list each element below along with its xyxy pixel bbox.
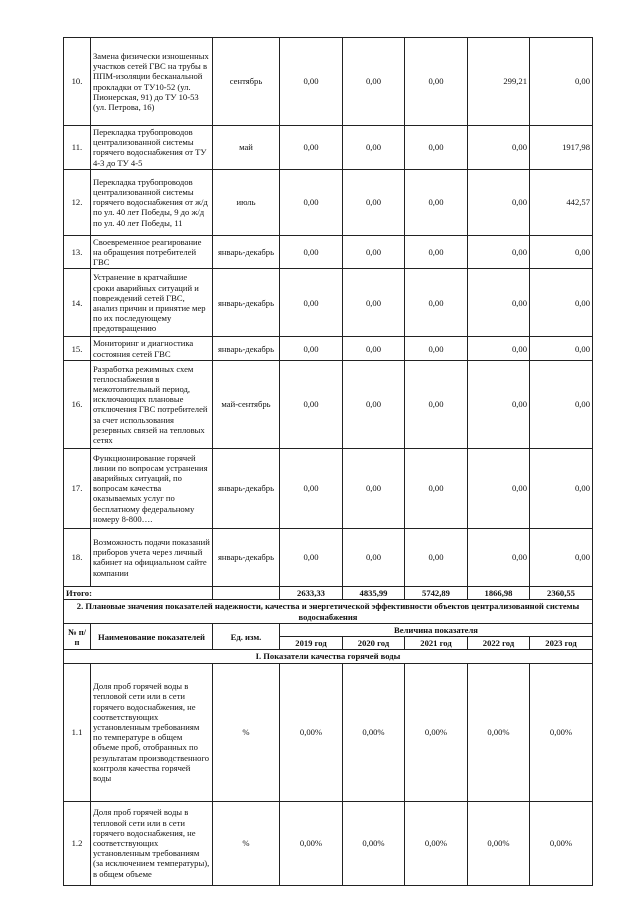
measure-value: 0,00 (280, 269, 343, 337)
measure-value: 0,00 (280, 448, 343, 528)
total-label: Итого: (64, 586, 213, 599)
measure-value: 0,00 (343, 169, 405, 235)
row-number: 17. (64, 448, 91, 528)
measure-value: 0,00 (405, 269, 468, 337)
row-number: 1.1 (64, 663, 91, 801)
measure-value: 0,00 (280, 169, 343, 235)
row-number: 10. (64, 38, 91, 126)
measure-row (64, 38, 593, 126)
indicator-value: 0,00% (280, 663, 343, 801)
measure-name: Возможность подачи показаний приборов учета через личный кабинет на официальном сайте компании (91, 528, 213, 586)
row-number: 11. (64, 126, 91, 170)
measure-value: 0,00 (343, 528, 405, 586)
measure-value: 0,00 (280, 235, 343, 269)
row-number: 14. (64, 269, 91, 337)
total-empty-cell (213, 586, 280, 599)
subsection-row (64, 650, 593, 663)
measure-row (64, 126, 593, 170)
measure-row (64, 528, 593, 586)
header-year: 2019 год (280, 637, 343, 650)
measure-name: Своевременное реагирование на обращения потребителей ГВС (91, 235, 213, 269)
measure-period: май-сентябрь (213, 360, 280, 448)
measure-value: 0,00 (343, 337, 405, 360)
measure-value: 0,00 (343, 126, 405, 170)
measure-value: 0,00 (530, 38, 593, 126)
measure-value: 0,00 (530, 360, 593, 448)
row-number: 15. (64, 337, 91, 360)
measure-value: 0,00 (280, 38, 343, 126)
indicator-name: Доля проб горячей воды в тепловой сети или в сети горячего водоснабжения, не соответствующих установленным требованиям (за исключением температуры), в общем объеме (91, 801, 213, 885)
indicator-value: 0,00% (468, 801, 530, 885)
measure-value: 0,00 (405, 169, 468, 235)
header-unit: Ед. изм. (213, 624, 280, 650)
measure-name: Перекладка трубопроводов централизованной системы горячего водоснабжения от ж/д по ул. 40 лет Победы, 9 до ж/д по ул. 40 лет Победы, 11 (91, 169, 213, 235)
measure-name: Функционирование горячей линии по вопросам устранения аварийных ситуаций, по вопросам качества оказываемых услуг по бесплатному федеральному номеру 8-800…. (91, 448, 213, 528)
indicator-row (64, 663, 593, 801)
measure-value: 0,00 (530, 269, 593, 337)
measure-value: 0,00 (468, 269, 530, 337)
measure-name: Перекладка трубопроводов централизованной системы горячего водоснабжения от ТУ 4-3 до ТУ 4-5 (91, 126, 213, 170)
measure-value: 0,00 (405, 235, 468, 269)
measure-name: Мониторинг и диагностика состояния сетей ГВС (91, 337, 213, 360)
measure-value: 0,00 (405, 126, 468, 170)
measure-value: 0,00 (468, 169, 530, 235)
measure-value: 0,00 (280, 360, 343, 448)
total-row (64, 586, 593, 599)
indicator-value: 0,00% (530, 663, 593, 801)
measure-value: 0,00 (343, 235, 405, 269)
indicators-body (64, 586, 593, 885)
measure-row (64, 448, 593, 528)
measure-value: 0,00 (405, 38, 468, 126)
measure-value: 0,00 (530, 337, 593, 360)
row-number: 13. (64, 235, 91, 269)
measure-row (64, 169, 593, 235)
total-value: 5742,89 (405, 586, 468, 599)
indicator-unit: % (213, 663, 280, 801)
row-number: 16. (64, 360, 91, 448)
section2-title: 2. Плановые значения показателей надежности, качества и энергетической эффективности объектов централизованной системы водоснабжения (64, 600, 593, 624)
measure-period: январь-декабрь (213, 448, 280, 528)
indicator-value: 0,00% (343, 663, 405, 801)
measure-value: 0,00 (530, 235, 593, 269)
measure-name: Замена физически изношенных участков сетей ГВС на трубы в ППМ-изоляции бесканальной прокладки от ТУ10-52 (ул. Пионерская, 91) до ТУ 10-53 (ул. Петрова, 16) (91, 38, 213, 126)
measure-name: Разработка режимных схем теплоснабжения в межотопительный период, исключающих плановые отключения ГВС потребителей за счет использования резервных связей на тепловых сетях (91, 360, 213, 448)
measure-value: 0,00 (468, 528, 530, 586)
indicator-value: 0,00% (405, 801, 468, 885)
measures-body (64, 38, 593, 587)
measure-value: 299,21 (468, 38, 530, 126)
total-value: 1866,98 (468, 586, 530, 599)
measure-value: 0,00 (280, 528, 343, 586)
measure-row (64, 269, 593, 337)
header-name: Наименование показателей (91, 624, 213, 650)
total-value: 2360,55 (530, 586, 593, 599)
measure-value: 0,00 (530, 448, 593, 528)
measure-row (64, 235, 593, 269)
indicator-value: 0,00% (468, 663, 530, 801)
measure-value: 0,00 (343, 448, 405, 528)
measure-period: январь-декабрь (213, 235, 280, 269)
row-number: 12. (64, 169, 91, 235)
measure-period: январь-декабрь (213, 337, 280, 360)
measure-period: сентябрь (213, 38, 280, 126)
investment-table (63, 37, 593, 886)
measure-period: июль (213, 169, 280, 235)
indicator-name: Доля проб горячей воды в тепловой сети или в сети горячего водоснабжения, не соответствующих установленным требованиям по температуре в общем объеме проб, отобранных по результатам производственного контроля качества горячей воды (91, 663, 213, 801)
measure-value: 0,00 (343, 360, 405, 448)
measure-value: 0,00 (468, 126, 530, 170)
indicator-unit: % (213, 801, 280, 885)
indicator-value: 0,00% (405, 663, 468, 801)
header-num: № п/п (64, 624, 91, 650)
measure-value: 0,00 (468, 337, 530, 360)
row-number: 1.2 (64, 801, 91, 885)
header-year: 2020 год (343, 637, 405, 650)
header-group: Величина показателя (280, 624, 593, 637)
measure-value: 0,00 (468, 360, 530, 448)
measure-value: 0,00 (468, 235, 530, 269)
measure-row (64, 337, 593, 360)
row-number: 18. (64, 528, 91, 586)
indicator-value: 0,00% (343, 801, 405, 885)
measure-value: 0,00 (468, 448, 530, 528)
measure-value: 0,00 (530, 528, 593, 586)
measure-value: 0,00 (405, 528, 468, 586)
measure-value: 1917,98 (530, 126, 593, 170)
measure-value: 0,00 (280, 337, 343, 360)
measure-period: январь-декабрь (213, 269, 280, 337)
subsection-title: I. Показатели качества горячей воды (64, 650, 593, 663)
header-year: 2021 год (405, 637, 468, 650)
measure-value: 0,00 (405, 360, 468, 448)
indicator-value: 0,00% (530, 801, 593, 885)
measure-value: 0,00 (405, 448, 468, 528)
header-year: 2023 год (530, 637, 593, 650)
measure-value: 0,00 (343, 269, 405, 337)
total-value: 2633,33 (280, 586, 343, 599)
measure-value: 442,57 (530, 169, 593, 235)
header-row-1 (64, 624, 593, 637)
indicator-value: 0,00% (280, 801, 343, 885)
measure-value: 0,00 (405, 337, 468, 360)
measure-period: январь-декабрь (213, 528, 280, 586)
indicator-row (64, 801, 593, 885)
header-year: 2022 год (468, 637, 530, 650)
measure-name: Устранение в кратчайшие сроки аварийных ситуаций и повреждений сетей ГВС, анализ причин и принятие мер по их последующему предотвращению (91, 269, 213, 337)
measure-period: май (213, 126, 280, 170)
measure-row (64, 360, 593, 448)
total-value: 4835,99 (343, 586, 405, 599)
section-title-row (64, 600, 593, 624)
measure-value: 0,00 (343, 38, 405, 126)
measure-value: 0,00 (280, 126, 343, 170)
